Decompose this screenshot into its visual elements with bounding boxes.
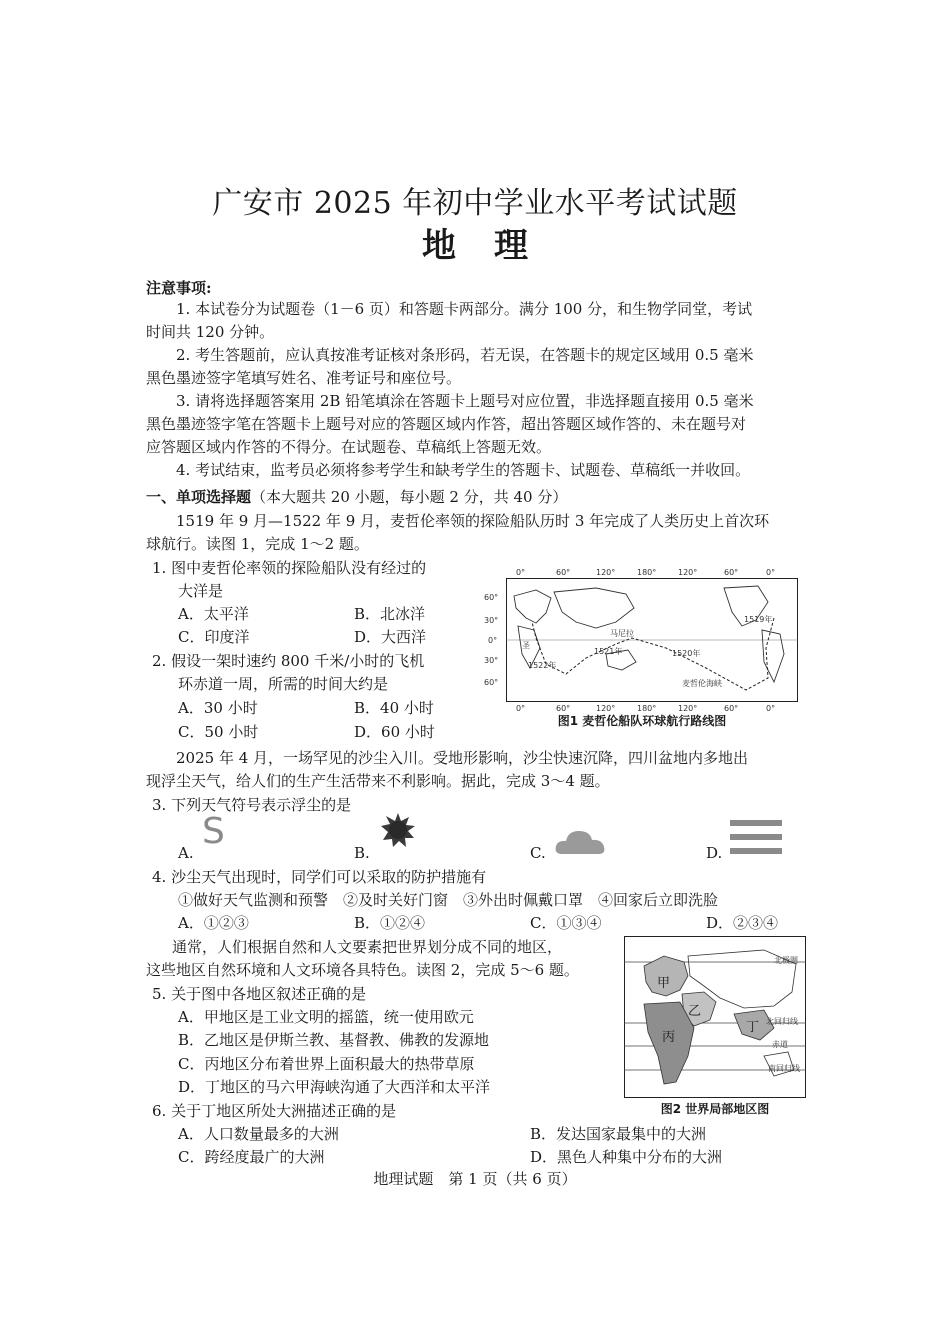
route-label: 1522年: [528, 661, 557, 670]
route-label: 圣: [522, 641, 530, 650]
figure-1-magellan-route: [476, 568, 808, 728]
bottom-tick: 180°: [637, 704, 657, 713]
q2-option-a: A．30 小时: [178, 699, 258, 717]
lat-tick: 60°: [484, 593, 499, 602]
notice-line: 时间共 120 分钟。: [146, 323, 275, 341]
passage-line: 现浮尘天气，给人们的生产生活带来不利影响。据此，完成 3～4 题。: [146, 772, 610, 790]
q2-stem-cont: 环赤道一周，所需的时间大约是: [178, 675, 389, 693]
q3-option-d: D.: [706, 844, 723, 862]
q6-option-b: B．发达国家最集中的大洲: [530, 1125, 707, 1143]
q4-stem: 4. 沙尘天气出现时，同学们可以采取的防护措施有: [152, 868, 487, 886]
subject-title: 地理: [422, 226, 566, 266]
passage-line: 这些地区自然环境和人文环境各具特色。读图 2，完成 5～6 题。: [146, 961, 579, 979]
figure-2-world-regions: [624, 936, 806, 1098]
notice-line: 应答题区域内作答的不得分。在试题卷、草稿纸上答题无效。: [146, 438, 552, 456]
figure-1-caption: 图1 麦哲伦船队环球航行路线图: [557, 714, 727, 728]
region-ding-label: 丁: [746, 1020, 760, 1035]
q2-stem: 2. 假设一架时速约 800 千米/小时的飞机: [152, 652, 425, 670]
lat-tick: 30°: [484, 656, 499, 665]
notice-line: 2. 考生答题前，应认真按准考证核对条形码，若无误，在答题卡的规定区域用 0.5 毫米: [176, 346, 754, 364]
q2-option-c: C．50 小时: [178, 723, 259, 741]
q1-option-a: A．太平洋: [178, 605, 249, 623]
passage-line: 通常，人们根据自然和人文要素把世界划分成不同的地区，: [172, 938, 563, 956]
notice-line: 1. 本试卷分为试题卷（1－6 页）和答题卡两部分。满分 100 分，和生物学同堂，考试: [176, 300, 753, 318]
route-label: 1520年: [672, 649, 701, 658]
top-tick: 60°: [556, 568, 571, 577]
top-tick: 0°: [766, 568, 776, 577]
section-desc: （本大题共 20 小题，每小题 2 分，共 40 分）: [251, 488, 568, 506]
exam-title: 广安市 2025 年初中学业水平考试试题: [212, 186, 738, 221]
q5-option-c: C．丙地区分布着世界上面积最大的热带草原: [178, 1055, 475, 1073]
tropic-capricorn-label: 南回归线: [768, 1064, 800, 1073]
region-bing-label: 丙: [662, 1030, 676, 1045]
q1-stem-cont: 大洋是: [178, 582, 224, 600]
top-tick: 180°: [637, 568, 657, 577]
q1-option-d: D．大西洋: [354, 628, 427, 646]
q4-measures: ①做好天气监测和预警 ②及时关好门窗 ③外出时佩戴口罩 ④回家后立即洗脸: [178, 891, 719, 909]
q3-option-a: A.: [178, 844, 194, 862]
region-jia-label: 甲: [657, 976, 671, 991]
section-title: 一、单项选择题: [146, 488, 252, 506]
bottom-tick: 60°: [724, 704, 739, 713]
q3-option-b: B.: [354, 844, 370, 862]
lat-tick: 60°: [484, 678, 499, 687]
arctic-circle-label: 北极圈: [774, 956, 798, 965]
bottom-tick: 120°: [596, 704, 616, 713]
page-footer: 地理试题 第 1 页（共 6 页）: [373, 1170, 577, 1188]
q4-option-a: A．①②③: [178, 914, 249, 932]
q1-option-c: C．印度洋: [178, 628, 250, 646]
notice-heading: 注意事项:: [146, 279, 212, 297]
q6-stem: 6. 关于丁地区所处大洲描述正确的是: [152, 1102, 397, 1120]
q6-option-c: C．跨经度最广的大洲: [178, 1148, 325, 1166]
q4-option-b: B．①②④: [354, 914, 426, 932]
passage-line: 2025 年 4 月，一场罕见的沙尘入川。受地形影响，沙尘快速沉降，四川盆地内多地出: [176, 749, 749, 767]
top-tick: 0°: [516, 568, 526, 577]
q2-option-b: B．40 小时: [354, 699, 434, 717]
section-heading: [146, 486, 567, 509]
top-tick: 120°: [596, 568, 616, 577]
top-tick: 120°: [678, 568, 698, 577]
cloud-icon: [554, 826, 606, 856]
equator-label: 赤道: [772, 1040, 788, 1049]
q5-option-d: D．丁地区的马六甲海峡沟通了大西洋和太平洋: [178, 1078, 491, 1096]
q3-stem: 3. 下列天气符号表示浮尘的是: [152, 796, 352, 814]
lat-tick: 0°: [488, 636, 498, 645]
route-label: 1521年: [594, 647, 623, 656]
q5-stem: 5. 关于图中各地区叙述正确的是: [152, 985, 367, 1003]
floating-dust-icon: S: [202, 811, 225, 852]
top-tick: 60°: [724, 568, 739, 577]
q4-option-d: D．②③④: [706, 914, 779, 932]
figure-2-caption: 图2 世界局部地区图: [660, 1102, 770, 1116]
notice-line: 黑色墨迹签字笔填写姓名、准考证号和座位号。: [146, 369, 462, 387]
bottom-tick: 0°: [516, 704, 526, 713]
lat-tick: 30°: [484, 616, 499, 625]
q3-option-c: C.: [530, 844, 546, 862]
tropic-cancer-label: 北回归线: [766, 1017, 798, 1026]
sandstorm-sun-icon: [380, 812, 416, 848]
route-label-manila: 马尼拉: [610, 629, 634, 638]
q1-stem: 1. 图中麦哲伦率领的探险船队没有经过的: [152, 559, 427, 577]
region-yi-label: 乙: [688, 1004, 702, 1019]
passage-line: 1519 年 9 月—1522 年 9 月，麦哲伦率领的探险船队历时 3 年完成了人类历史上首次环: [176, 512, 770, 530]
q5-option-a: A．甲地区是工业文明的摇篮，统一使用欧元: [178, 1008, 474, 1026]
q5-option-b: B．乙地区是伊斯兰教、基督教、佛教的发源地: [178, 1031, 490, 1049]
bottom-tick: 0°: [766, 704, 776, 713]
bottom-tick: 120°: [678, 704, 698, 713]
q4-option-c: C．①③④: [530, 914, 602, 932]
q2-option-d: D．60 小时: [354, 723, 435, 741]
q6-option-d: D．黑色人种集中分布的大洲: [530, 1148, 723, 1166]
world-map: [506, 578, 798, 702]
q6-option-a: A．人口数量最多的大洲: [178, 1125, 339, 1143]
route-label: 1519年: [744, 615, 773, 624]
notice-line: 4. 考试结束，监考员必须将参考学生和缺考学生的答题卡、试题卷、草稿纸一并收回。: [176, 461, 751, 479]
haze-lines-icon: [730, 818, 782, 856]
bottom-tick: 60°: [556, 704, 571, 713]
passage-line: 球航行。读图 1，完成 1～2 题。: [146, 535, 369, 553]
notice-line: 黑色墨迹签字笔在答题卡上题号对应的答题区域内作答，超出答题区域作答的、未在题号对: [146, 415, 747, 433]
route-label-strait: 麦哲伦海峡: [682, 679, 722, 688]
notice-line: 3. 请将选择题答案用 2B 铅笔填涂在答题卡上题号对应位置，非选择题直接用 0.5 毫米: [176, 392, 754, 410]
q1-option-b: B．北冰洋: [354, 605, 426, 623]
